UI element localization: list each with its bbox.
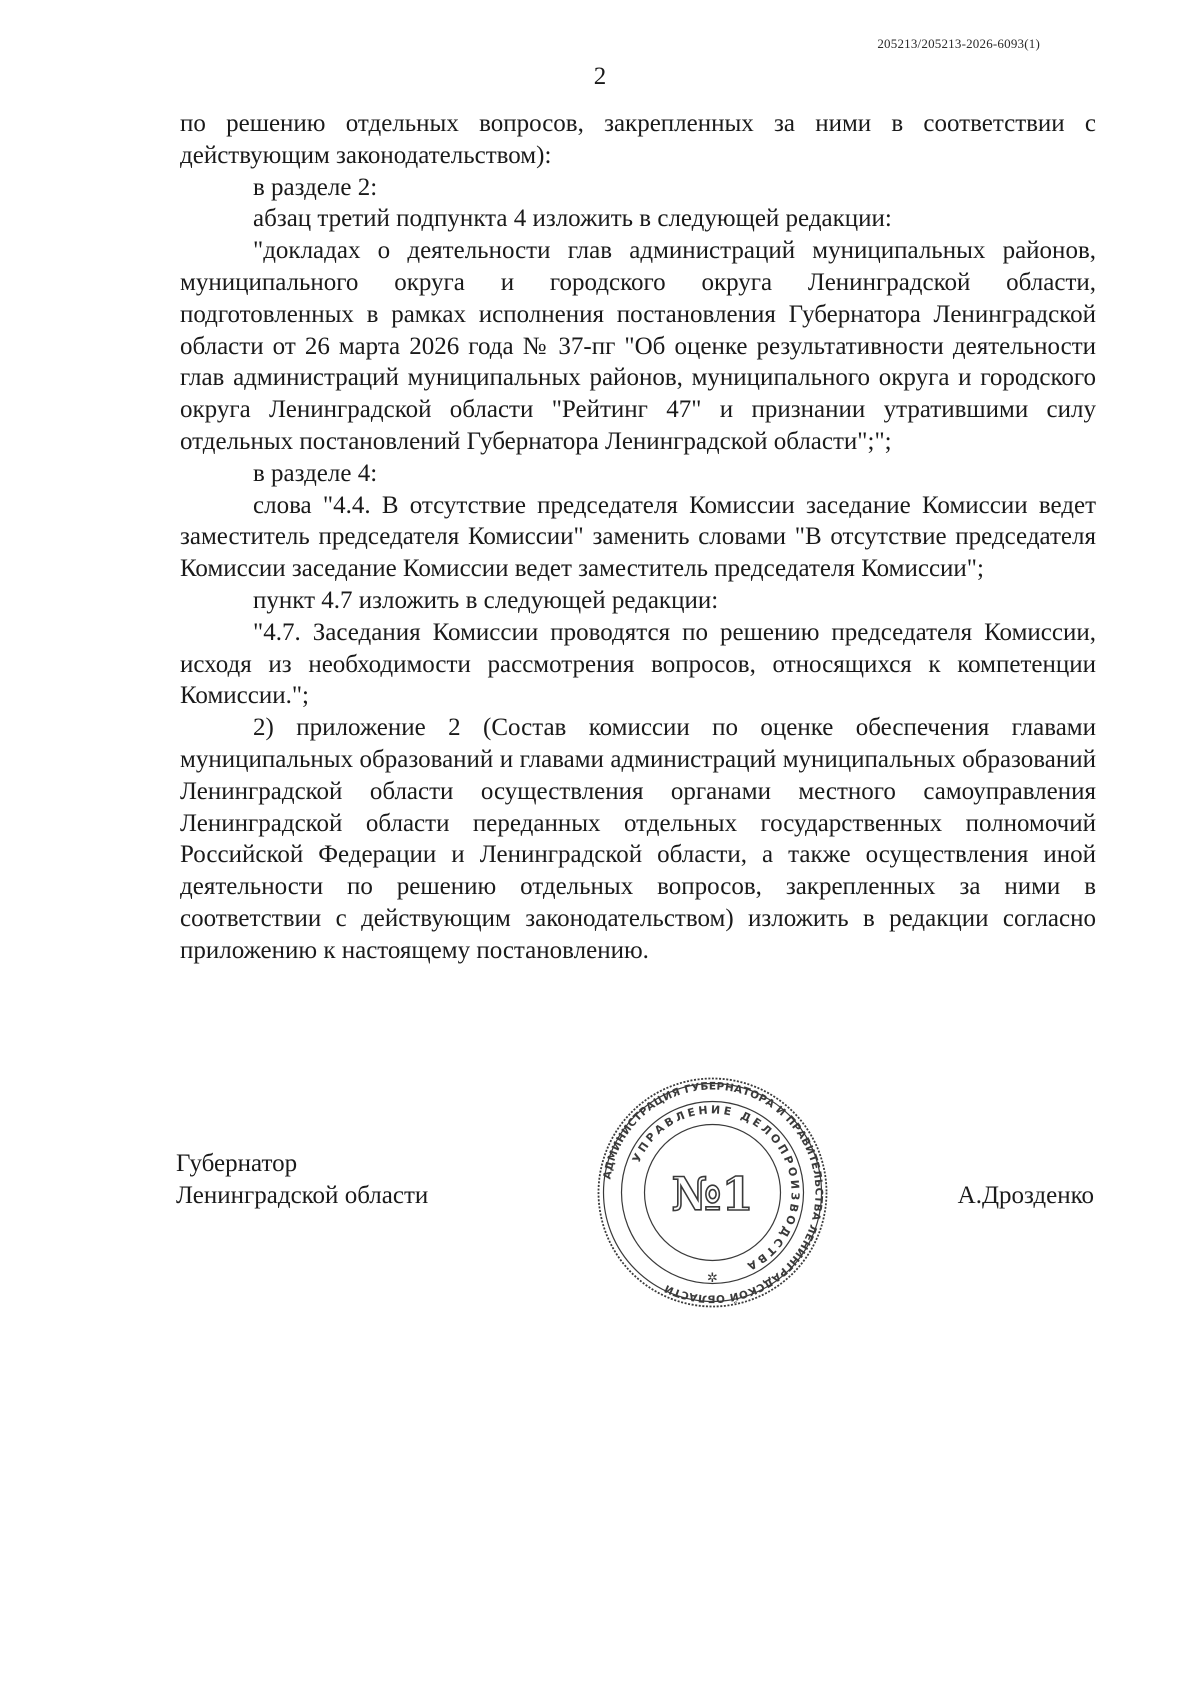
document-id: 205213/205213-2026-6093(1): [877, 36, 1040, 51]
paragraph: слова "4.4. В отсутствие председателя Комиссии заседание Комиссии ведет заместитель председателя Комиссии" заменить словами "В отсутствие председателя Комиссии заседание Комиссии ведет заместитель председателя Комиссии";: [180, 491, 1096, 583]
paragraph: 2) приложение 2 (Состав комиссии по оценке обеспечения главами муниципальных образований и главами администраций муниципальных образований Ленинградской области осуществления органами местного самоуправления Ленинградской области переданных отдельных государственных полномочий Российской Федерации и Ленинградской области, а также осуществления иной деятельности по решению отдельных вопросов, закрепленных за ними в соответствии с действующим законодательством) изложить в редакции согласно приложению к настоящему постановлению.: [180, 714, 1096, 964]
paragraph: по решению отдельных вопросов, закрепленных за ними в соответствии с действующим законодательством):: [180, 110, 1096, 169]
stamp-center-number: №1: [671, 1167, 754, 1221]
signatory-title: [176, 1148, 428, 1212]
paragraph: "докладах о деятельности глав администраций муниципальных районов, муниципального округа и городского округа Ленинградской области, подготовленных в рамках исполнения постановления Губернатора Ленинградской области от 26 марта 2026 года № 37-пг "Об оценке результативности деятельности глав администраций муниципальных районов, муниципального округа и городского округа Ленинградской области "Рейтинг 47" и признании утратившими силу отдельных постановлений Губернатора Ленинградской области";";: [180, 237, 1096, 455]
signatory-title-line2: Ленинградской области: [176, 1182, 429, 1209]
official-stamp-seal: [595, 1075, 830, 1310]
paragraph: в разделе 4:: [253, 459, 378, 487]
signatory-name: А.Дрозденко: [957, 1182, 1094, 1209]
paragraph: абзац третий подпункта 4 изложить в следующей редакции:: [253, 205, 892, 233]
stamp-outer-text: АДМИНИСТРАЦИЯ ГУБЕРНАТОРА И ПРАВИТЕЛЬСТВА ЛЕНИНГРАДСКОЙ ОБЛАСТИ: [601, 1080, 825, 1305]
signatory-title-line1: Губернатор: [176, 1150, 298, 1177]
page-number: 2: [593, 63, 607, 90]
document-body: [180, 108, 1096, 967]
paragraph: "4.7. Заседания Комиссии проводятся по решению председателя Комиссии, исходя из необходимости рассмотрения вопросов, относящихся к компетенции Комиссии.";: [180, 618, 1096, 710]
stamp-asterisk-icon: ✲: [707, 1271, 718, 1286]
paragraph: пункт 4.7 изложить в следующей редакции:: [253, 586, 719, 614]
paragraph: в разделе 2:: [253, 173, 378, 201]
stamp-inner-text: УПРАВЛЕНИЕ ДЕЛОПРОИЗВОДСТВА: [629, 1103, 802, 1275]
